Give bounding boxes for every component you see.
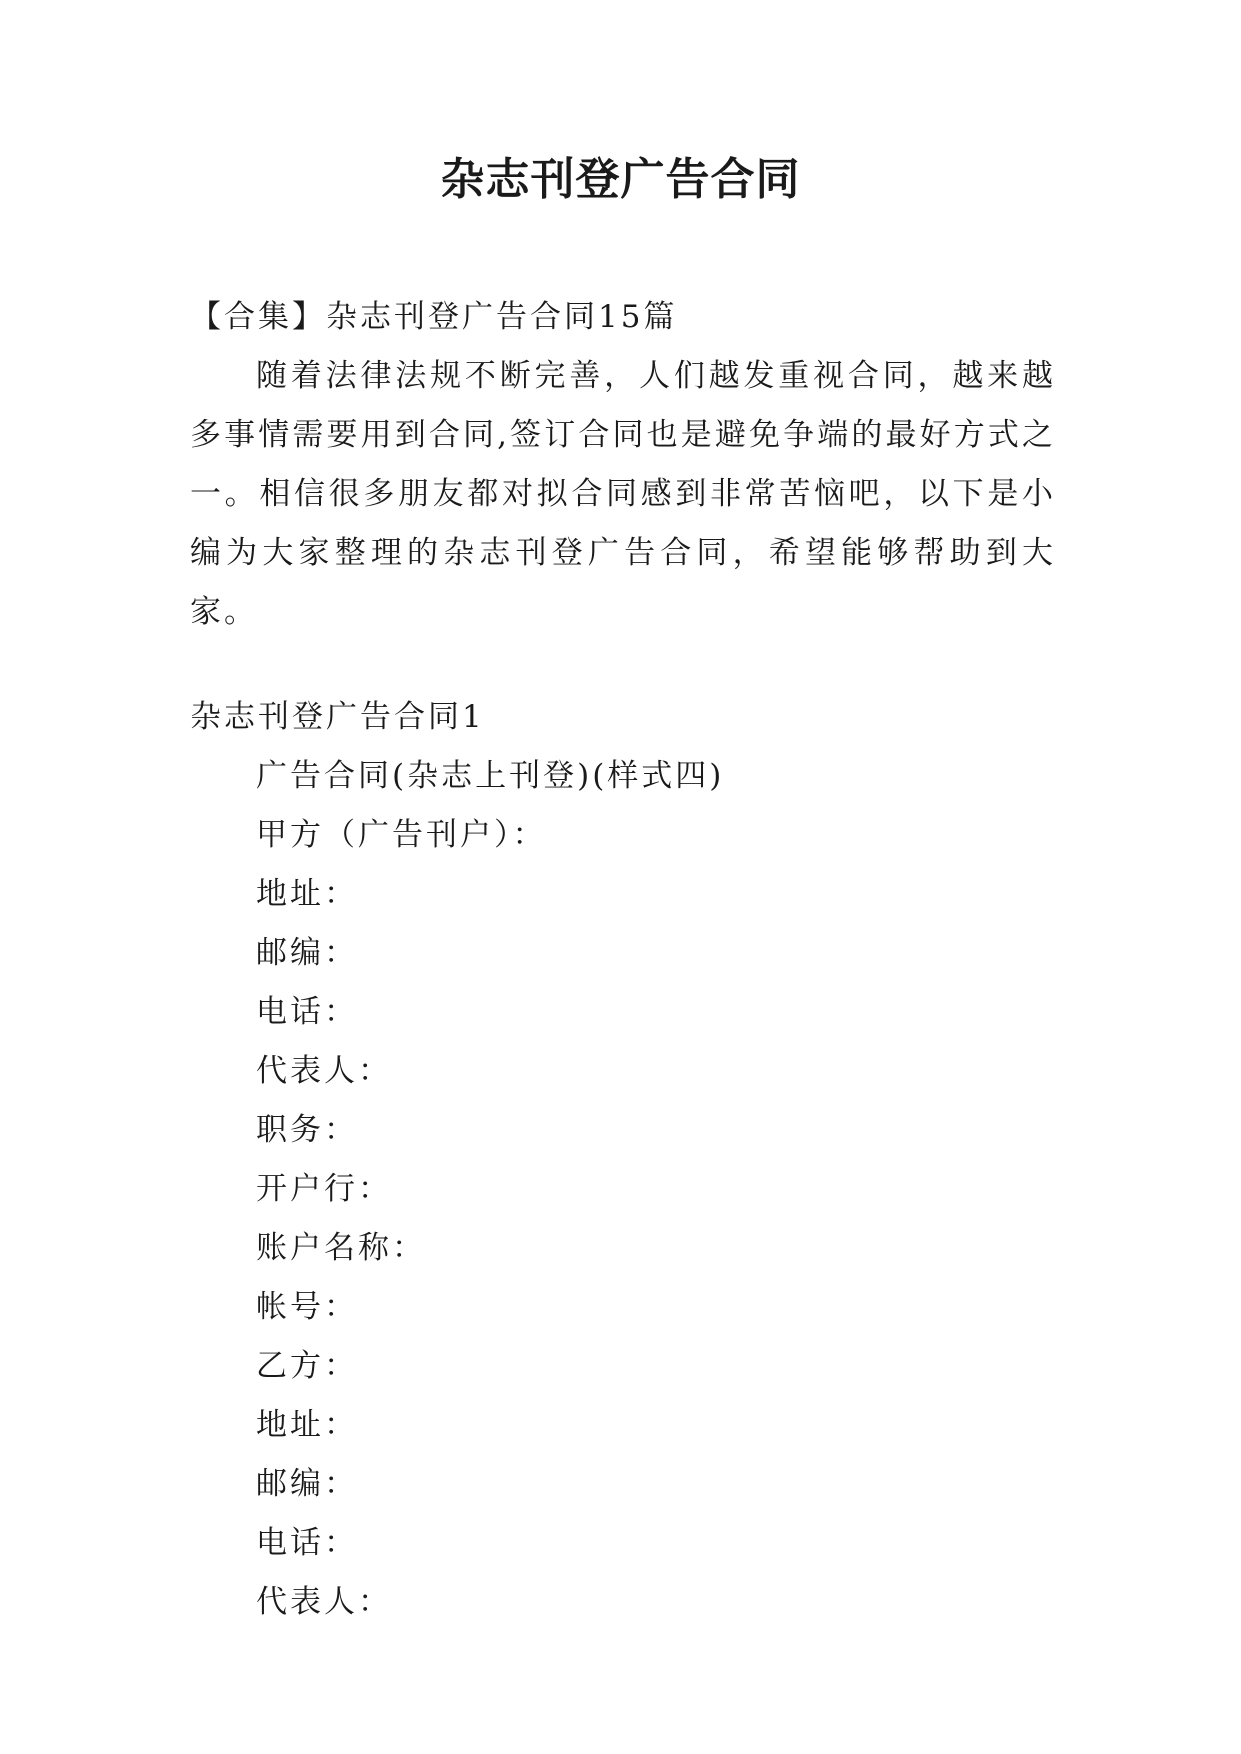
field-party-a-address: 地址： (256, 876, 358, 912)
contract-field-list (190, 806, 1056, 1632)
field-party-b: 乙方： (256, 1348, 358, 1384)
field-party-b-address: 地址： (256, 1407, 358, 1443)
field-party-b-postcode: 邮编： (256, 1466, 358, 1502)
section-heading: 杂志刊登广告合同1 (190, 699, 485, 735)
contract-subtitle: 广告合同(杂志上刊登)(样式四) (256, 758, 725, 794)
field-party-a-representative: 代表人： (256, 1053, 392, 1089)
document-title: 杂志刊登广告合同 (440, 154, 801, 205)
field-party-a-postcode: 邮编： (256, 935, 358, 971)
field-party-a-account-name: 账户名称： (256, 1230, 426, 1266)
field-party-a-account-number: 帐号： (256, 1289, 358, 1325)
field-party-a-phone: 电话： (256, 994, 358, 1030)
collection-heading: 【合集】杂志刊登广告合同15篇 (190, 299, 678, 335)
intro-paragraph: 随着法律法规不断完善，人们越发重视合同，越来越多事情需要用到合同,签订合同也是避免争端的最好方式之一。相信很多朋友都对拟合同感到非常苦恼吧，以下是小编为大家整理的杂志刊登广告合同，希望能够帮助到大家。 (190, 358, 1056, 630)
field-party-a: 甲方（广告刊户）： (256, 817, 547, 853)
field-party-b-phone: 电话： (256, 1525, 358, 1561)
field-party-b-representative: 代表人： (256, 1584, 392, 1620)
field-party-a-position: 职务： (256, 1112, 358, 1148)
field-party-a-bank: 开户行： (256, 1171, 392, 1207)
paragraph-spacer (190, 642, 1056, 688)
document-body (190, 288, 1056, 1632)
